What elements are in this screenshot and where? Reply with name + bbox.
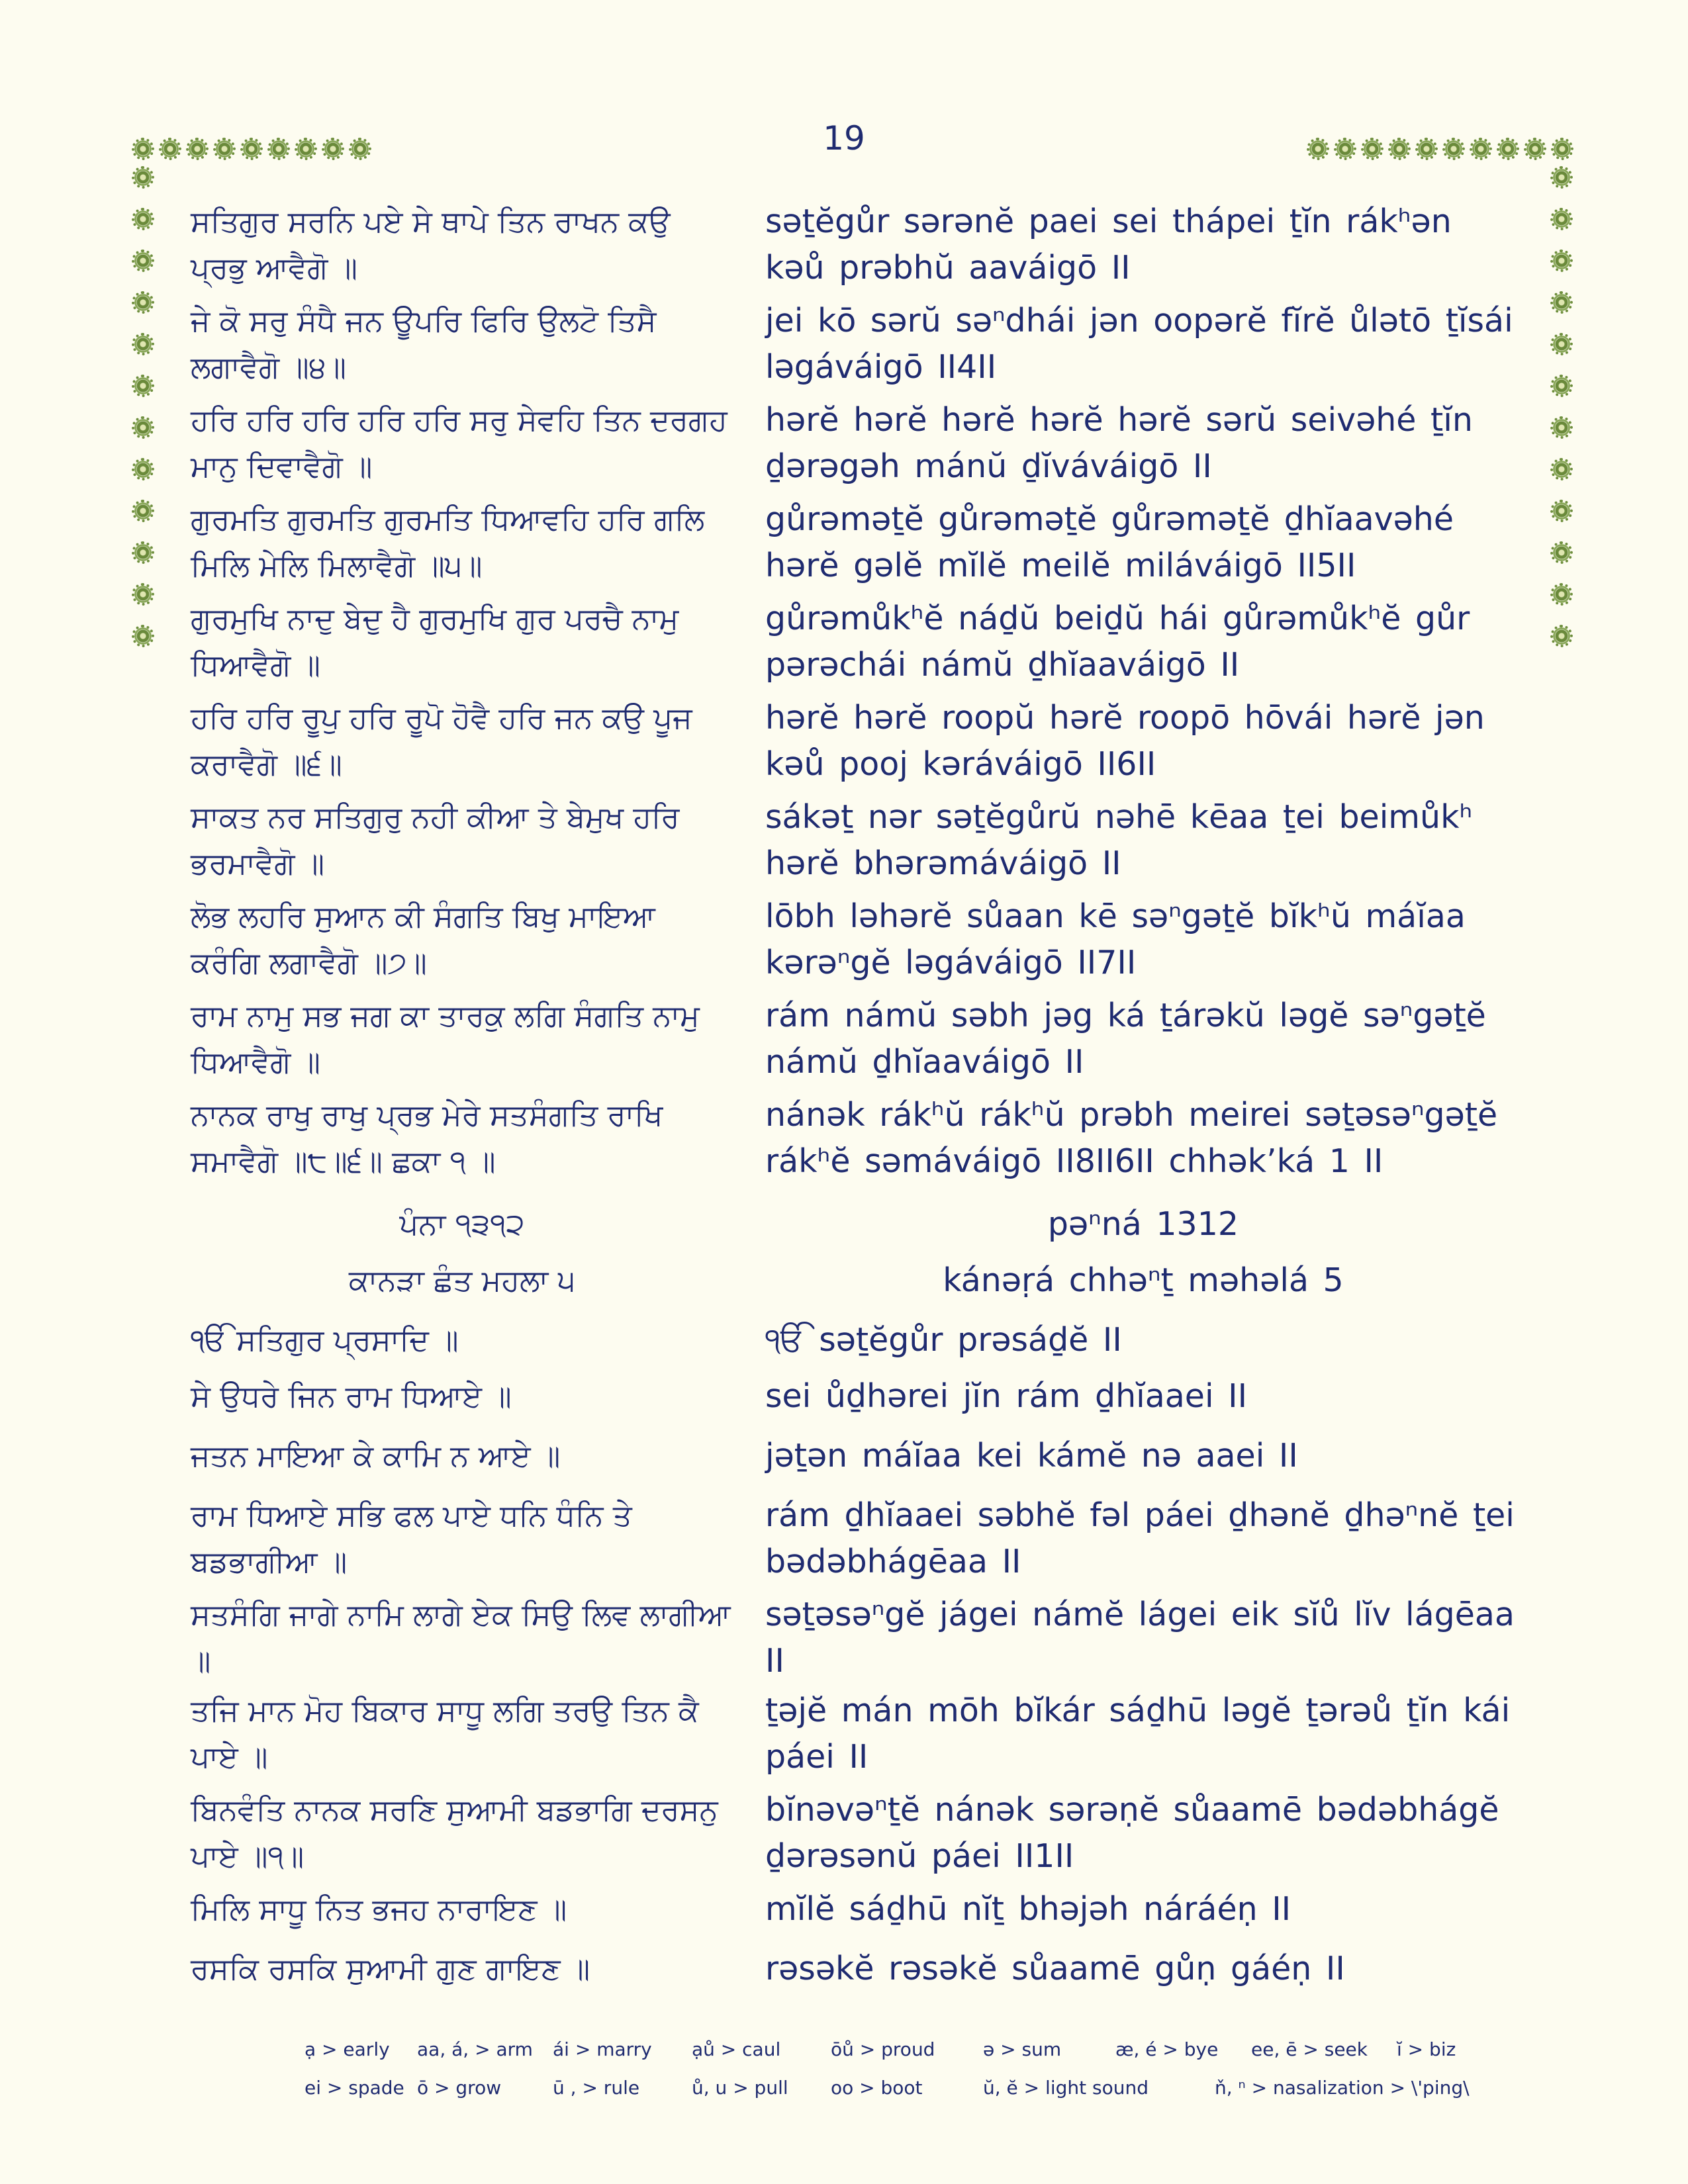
flower-ornament-icon — [134, 210, 152, 228]
transliteration-heading: kánəṛá chhəⁿṯ məhəlá 5 — [943, 1261, 1344, 1299]
legend-item: ee, ē > seek — [1251, 2038, 1368, 2060]
transliteration-text: hərĕ hərĕ roopŭ hərĕ roopō hōvái hərĕ jən kəů pooj kəráváigō II6II — [765, 699, 1485, 783]
flower-ornament-icon — [1553, 252, 1570, 269]
legend-item: ōů > proud — [831, 2038, 935, 2060]
flower-ornament-icon — [134, 336, 152, 353]
gurmukhi-text: ਜਤਨ ਮਾਇਆ ਕੇ ਕਾਮਿ ਨ ਆਏ ॥ — [191, 1438, 561, 1473]
gurmukhi-text: ਰਾਮ ਨਾਮੁ ਸਭ ਜਗ ਕਾ ਤਾਰਕੁ ਲਗਿ ਸੰਗਤਿ ਨਾਮੁ ਧਿਆਵੈਗੋ ॥ — [191, 998, 700, 1079]
flower-ornament-icon — [297, 140, 314, 158]
transliteration-text: nánək rákʰŭ rákʰŭ prəbh meirei səṯəsəⁿgəṯĕ rákʰĕ səmáváigō II8II6II chhək’ká 1 II — [765, 1096, 1498, 1180]
page-number: 19 — [823, 119, 865, 158]
gurmukhi-heading: ਕਾਨੜਾ ਛੰਤ ਮਹਲਾ ੫ — [348, 1263, 576, 1298]
transliteration-text: jəṯən máĭaa kei kámĕ nə aaei II — [765, 1437, 1298, 1475]
gurmukhi-text: ਗੁਰਮੁਖਿ ਨਾਦੁ ਬੇਦੁ ਹੈ ਗੁਰਮੁਖਿ ਗੁਰ ਪਰਚੈ ਨਾਮੁ ਧਿਆਵੈਗੋ ॥ — [191, 601, 679, 682]
transliteration-text: bĭnəvəⁿṯĕ nánək sərəṇĕ sůaamē bədəbhágĕ ḏərəsənŭ páei II1II — [765, 1791, 1499, 1875]
flower-ornament-icon — [270, 140, 287, 158]
flower-ornament-icon — [1445, 140, 1462, 158]
flower-ornament-icon — [1553, 586, 1570, 603]
flower-ornament-icon — [1418, 140, 1435, 158]
flower-ornament-icon — [134, 419, 152, 436]
legend-item: ạ > early — [305, 2038, 390, 2060]
legend-item: oo > boot — [831, 2077, 923, 2099]
gurmukhi-text: ਮਿਲਿ ਸਾਧੂ ਨਿਤ ਭਜਹ ਨਾਰਾਇਣ ॥ — [191, 1891, 567, 1927]
gurmukhi-text: ਰਸਕਿ ਰਸਕਿ ਸੁਆਮੀ ਗੁਣ ਗਾਇਣ ॥ — [191, 1951, 590, 1986]
legend-item: ə > sum — [983, 2038, 1062, 2060]
gurmukhi-text: ੴ ਸਤਿਗੁਰ ਪ੍ਰਸਾਦਿ ॥ — [191, 1322, 459, 1357]
legend-item: ái > marry — [553, 2038, 652, 2060]
transliteration-text: jei kō sərŭ səⁿdhái jən oopərĕ fĭrĕ ůlətō ṯĭsái ləgáváigō II4II — [765, 302, 1513, 386]
gurmukhi-text: ਗੁਰਮਤਿ ਗੁਰਮਤਿ ਗੁਰਮਤਿ ਧਿਆਵਹਿ ਹਰਿ ਗਲਿ ਮਿਲਿ ਮੇਲਿ ਮਿਲਾਵੈਗੋ ॥੫॥ — [191, 502, 705, 583]
gurmukhi-text: ਤਜਿ ਮਾਨ ਮੋਹ ਬਿਕਾਰ ਸਾਧੂ ਲਗਿ ਤਰਉ ਤਿਨ ਕੈ ਪਾਏ ॥ — [191, 1693, 699, 1774]
flower-ornament-icon — [1499, 140, 1517, 158]
transliteration-text: səṯĕgůr sərənĕ paei sei thápei ṯĭn rákʰən kəů prəbhŭ aaváigō II — [765, 203, 1452, 287]
flower-ornament-icon — [189, 140, 206, 158]
gurmukhi-text: ਸਾਕਤ ਨਰ ਸਤਿਗੁਰੁ ਨਹੀ ਕੀਆ ਤੇ ਬੇਮੁਖ ਹਰਿ ਭਰਮਾਵੈਗੋ ॥ — [191, 799, 680, 881]
flower-ornament-icon — [1472, 140, 1489, 158]
transliteration-text: sei ůḏhərei jĭn rám ḏhĭaaei II — [765, 1377, 1248, 1415]
flower-ornament-icon — [134, 252, 152, 269]
flower-ornament-icon — [1553, 502, 1570, 520]
gurmukhi-text: ਰਾਮ ਧਿਆਏ ਸਭਿ ਫਲ ਪਾਏ ਧਨਿ ਧੰਨਿ ਤੇ ਬਡਭਾਗੀਆ ॥ — [191, 1498, 632, 1579]
gurmukhi-text: ਸਤਿਗੁਰ ਸਰਨਿ ਪਏ ਸੇ ਥਾਪੇ ਤਿਨ ਰਾਖਨ ਕਉ ਪ੍ਰਭੁ ਆਵੈਗੋ ॥ — [191, 204, 671, 285]
transliteration-text: mĭlĕ sáḏhū nĭṯ bhəjəh náráéṇ II — [765, 1890, 1291, 1928]
flower-ornament-icon — [1309, 140, 1327, 158]
flower-ornament-icon — [324, 140, 342, 158]
flower-ornament-icon — [1553, 544, 1570, 561]
transliteration-text: gůrəmůkʰĕ náḏŭ beiḏŭ hái gůrəmůkʰĕ gůr pərəchái námŭ ḏhĭaaváigō II — [765, 600, 1470, 684]
flower-ornament-icon — [1553, 210, 1570, 228]
flower-ornament-icon — [1526, 140, 1544, 158]
legend-item: æ, é > bye — [1115, 2038, 1219, 2060]
transliteration-text: lōbh ləhərĕ sůaan kē səⁿgəṯĕ bĭkʰŭ máĭaa kərəⁿgĕ ləgáváigō II7II — [765, 897, 1466, 981]
legend-item: ạů > caul — [692, 2038, 781, 2060]
gurmukhi-text: ਹਰਿ ਹਰਿ ਹਰਿ ਹਰਿ ਹਰਿ ਸਰੁ ਸੇਵਹਿ ਤਿਨ ਦਰਗਹ ਮਾਨੁ ਦਿਵਾਵੈਗੋ ॥ — [191, 402, 727, 484]
transliteration-text: rám námŭ səbh jəg ká ṯárəkŭ ləgĕ səⁿgəṯĕ námŭ ḏhĭaaváigō II — [765, 997, 1486, 1081]
gurmukhi-text: ਸੇ ਉਧਰੇ ਜਿਨ ਰਾਮ ਧਿਆਏ ॥ — [191, 1379, 512, 1414]
flower-ornament-icon — [1553, 294, 1570, 311]
transliteration-text: sákəṯ nər səṯĕgůrŭ nəhē kēaa ṯei beimůkʰ hərĕ bhərəmáváigō II — [765, 798, 1473, 882]
flower-ornament-icon — [1553, 419, 1570, 436]
flower-ornament-icon — [1554, 140, 1571, 158]
flower-ornament-icon — [1336, 140, 1354, 158]
legend-item: ŭ, ĕ > light sound — [983, 2077, 1149, 2099]
flower-ornament-icon — [134, 502, 152, 520]
transliteration-heading: pəⁿná 1312 — [1047, 1205, 1239, 1243]
transliteration-text: rám ḏhĭaaei səbhĕ fəl páei ḏhənĕ ḏhəⁿnĕ ṯei bədəbhágēaa II — [765, 1496, 1515, 1580]
gurmukhi-text: ਬਿਨਵੰਤਿ ਨਾਨਕ ਸਰਣਿ ਸੁਆਮੀ ਬਡਭਾਗਿ ਦਰਸਨੁ ਪਾਏ ॥੧॥ — [191, 1792, 718, 1874]
gurmukhi-heading: ਪੰਨਾ ੧੩੧੨ — [399, 1206, 525, 1242]
flower-ornament-icon — [1553, 377, 1570, 394]
gurmukhi-text: ਸਤਸੰਗਿ ਜਾਗੇ ਨਾਮਿ ਲਾਗੇ ਏਕ ਸਿਉ ਲਿਵ ਲਾਗੀਆ ॥ — [191, 1597, 731, 1678]
gurmukhi-text: ਜੇ ਕੋ ਸਰੁ ਸੰਧੈ ਜਨ ਊਪਰਿ ਫਿਰਿ ਉਲਟੋ ਤਿਸੈ ਲਗਾਵੈਗੋ ॥੪॥ — [191, 303, 657, 385]
transliteration-text: rəsəkĕ rəsəkĕ sůaamē gůṇ gáéṇ II — [765, 1950, 1345, 1987]
gurmukhi-text: ਲੋਭ ਲਹਰਿ ਸੁਆਨ ਕੀ ਸੰਗਤਿ ਬਿਖੁ ਮਾਇਆ ਕਰੰਗਿ ਲਗਾਵੈਗੋ ॥੭॥ — [191, 899, 655, 980]
legend-item: ů, u > pull — [692, 2077, 788, 2099]
flower-ornament-icon — [162, 140, 179, 158]
flower-ornament-icon — [134, 461, 152, 478]
flower-ornament-icon — [243, 140, 260, 158]
flower-ornament-icon — [1553, 336, 1570, 353]
transliteration-text: ṯəjĕ mán mōh bĭkár sáḏhū ləgĕ ṯərəů ṯĭn kái páei II — [765, 1692, 1511, 1776]
gurmukhi-text: ਨਾਨਕ ਰਾਖੁ ਰਾਖੁ ਪ੍ਰਭ ਮੇਰੇ ਸਤਸੰਗਤਿ ਰਾਖਿ ਸਮਾਵੈਗੋ ॥੮॥੬॥ ਛਕਾ ੧ ॥ — [191, 1097, 663, 1179]
legend-item: aa, á, > arm — [417, 2038, 533, 2060]
flower-ornament-icon — [134, 586, 152, 603]
flower-ornament-icon — [134, 169, 152, 186]
legend-item: ū , > rule — [553, 2077, 640, 2099]
transliteration-text: gůrəməṯĕ gůrəməṯĕ gůrəməṯĕ ḏhĭaavəhé hərĕ gəlĕ mĭlĕ meilĕ miláváigō II5II — [765, 500, 1454, 584]
gurmukhi-text: ਹਰਿ ਹਰਿ ਰੂਪੁ ਹਰਿ ਰੂਪੋ ਹੋਵੈ ਹਰਿ ਜਨ ਕਉ ਪੂਜ ਕਰਾਵੈਗੋ ॥੬॥ — [191, 700, 692, 782]
legend-item: ō > grow — [417, 2077, 502, 2099]
flower-ornament-icon — [352, 140, 369, 158]
flower-ornament-icon — [1553, 169, 1570, 186]
flower-ornament-icon — [1364, 140, 1381, 158]
flower-ornament-icon — [1553, 461, 1570, 478]
flower-ornament-icon — [134, 294, 152, 311]
flower-ornament-icon — [216, 140, 233, 158]
flower-ornament-icon — [134, 544, 152, 561]
transliteration-text: səṯəsəⁿgĕ jágei námĕ lágei eik sĭů lĭv lágēaa II — [765, 1596, 1515, 1680]
transliteration-text: hərĕ hərĕ hərĕ hərĕ hərĕ sərŭ seivəhé ṯĭn ḏərəgəh mánŭ ḏĭváváigō II — [765, 401, 1473, 485]
flower-ornament-icon — [134, 627, 152, 645]
transliteration-text: ੴ səṯĕgůr prəsáḏĕ II — [765, 1321, 1122, 1359]
legend-item: ĭ > biz — [1397, 2038, 1456, 2060]
flower-ornament-icon — [134, 377, 152, 394]
flower-ornament-icon — [1391, 140, 1408, 158]
legend-item: ei > spade — [305, 2077, 404, 2099]
flower-ornament-icon — [134, 140, 152, 158]
flower-ornament-icon — [1553, 627, 1570, 645]
legend-item: ň, ⁿ > nasalization > \'ping\ — [1215, 2077, 1470, 2099]
